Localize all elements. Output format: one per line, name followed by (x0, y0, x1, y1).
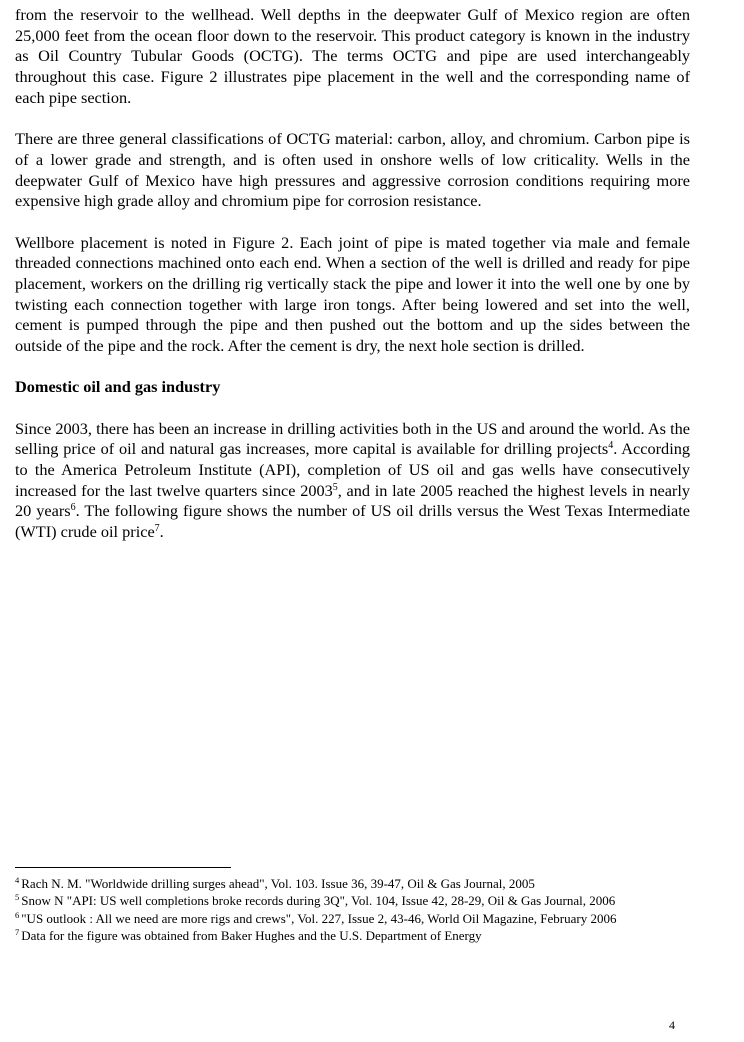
footnote-number: 4 (15, 875, 20, 885)
footnote-number: 6 (15, 909, 20, 920)
footnote-4 (15, 875, 690, 892)
paragraph-octg-classifications: There are three general classifications of OCTG material: carbon, alloy, and chromium. Carbon pipe is of a lower grade and strength, and is often used in onshore wells of low criticality. Wells in the deepwater Gulf of Mexico have high pressures and aggressive corrosion conditions requiring more expensive high grade alloy and chromium pipe for corrosion resistance. (15, 129, 690, 211)
text-segment: Since 2003, there has been an increase in drilling activities both in the US and around the world. As the selling price of oil and natural gas increases, more capital is available for drilling projects (15, 418, 690, 459)
text-segment: . (159, 522, 164, 542)
document-body (15, 5, 690, 563)
page-number: 4 (669, 1018, 675, 1032)
footnote-number: 7 (15, 927, 20, 938)
footnote-5 (15, 892, 690, 909)
footnote-text: Snow N "API: US well completions broke records during 3Q", Vol. 104, Issue 42, 28-29, Oil & Gas Journal, 2006 (21, 893, 616, 909)
text-segment: , and in late 2005 reached the highest levels in nearly 20 years (15, 480, 691, 521)
footnote-text: Data for the figure was obtained from Baker Hughes and the U.S. Department of Energy (21, 928, 482, 944)
footnote-7 (15, 927, 690, 944)
footnote-ref: 7 (154, 523, 160, 535)
footnote-ref: 4 (608, 440, 614, 452)
footnote-text: Rach N. M. "Worldwide drilling surges ahead", Vol. 103. Issue 36, 39-47, Oil & Gas Journal, 2005 (21, 876, 535, 891)
paragraph-wellbore-placement: Wellbore placement is noted in Figure 2. Each joint of pipe is mated together via male and female threaded connections machined onto each end. When a section of the well is drilled and ready for pipe placement, workers on the drilling rig vertically stack the pipe and lower it into the well one by one by twisting each connection together with large iron tongs. After being lowered and set into the well, cement is pumped through the pipe and then pushed out the bottom and up the sides between the outside of the pipe and the rock. After the cement is dry, the next hole section is drilled. (15, 232, 690, 356)
paragraph-domestic-industry (15, 419, 690, 543)
footnote-number: 5 (15, 892, 20, 903)
footnote-ref: 6 (70, 502, 76, 514)
footnote-6 (15, 910, 690, 927)
paragraph-octg-intro: from the reservoir to the wellhead. Well depths in the deepwater Gulf of Mexico region are often 25,000 feet from the ocean floor down to the reservoir. This product category is known in the industry as Oil Country Tubular Goods (OCTG). The terms OCTG and pipe are used interchangeably throughout this case. Figure 2 illustrates pipe placement in the well and the corresponding name of each pipe section. (15, 5, 690, 107)
footnote-divider (15, 867, 231, 868)
section-heading: Domestic oil and gas industry (15, 377, 221, 397)
footnotes (15, 875, 690, 945)
footnote-text: "US outlook : All we need are more rigs and crews", Vol. 227, Issue 2, 43-46, World Oil Magazine, February 2006 (21, 910, 617, 926)
footnote-ref: 5 (332, 481, 338, 493)
text-segment: . The following figure shows the number of US oil drills versus the West Texas Intermediate (WTI) crude oil price (15, 501, 690, 542)
text-segment: . According to the America Petroleum Institute (API), completion of US oil and gas wells have consecutively increased for the last twelve quarters since 2003 (15, 439, 690, 500)
